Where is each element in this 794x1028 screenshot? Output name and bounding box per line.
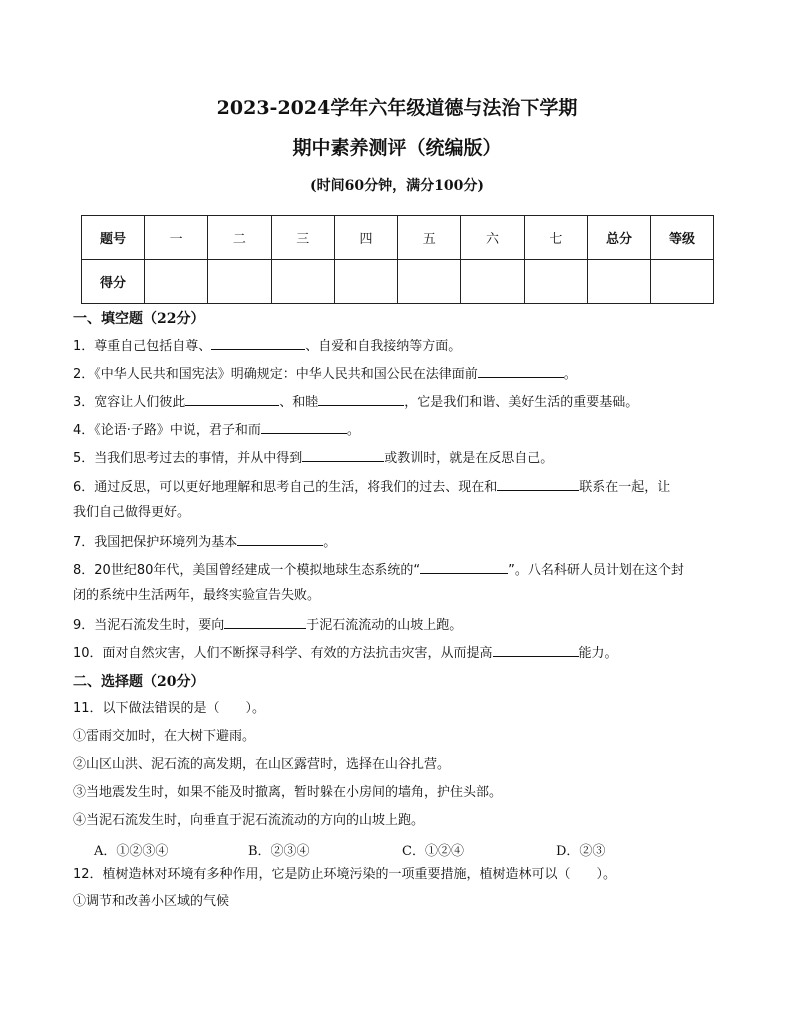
question-2 xyxy=(73,364,723,384)
question-text: 1．尊重自己包括自尊、 xyxy=(73,339,212,354)
question-text: 4．《论语·子路》中说，君子和而 xyxy=(73,423,261,438)
score-table-cell: 六 xyxy=(461,216,524,260)
question-text: 或教训时，就是在反思自己。 xyxy=(384,451,554,466)
question-8 xyxy=(73,560,723,580)
score-table-cell: 总分 xyxy=(588,216,651,260)
question-text: 6．通过反思，可以更好地理解和思考自己的生活，将我们的过去、现在和 xyxy=(73,480,498,495)
question-6 xyxy=(73,477,723,497)
question-11-item: ①雷雨交加时，在大树下避雨。 xyxy=(73,729,256,744)
question-text: 7．我国把保护环境列为基本 xyxy=(73,535,238,550)
question-text: 10．面对自然灾害，人们不断探寻科学、有效的方法抗击灾害，从而提高 xyxy=(73,646,493,661)
score-input-cell[interactable] xyxy=(208,260,271,304)
question-12: 12．植树造林对环境有多种作用，它是防止环境污染的一项重要措施，植树造林可以（ ）。 xyxy=(73,867,617,882)
question-text: 。 xyxy=(563,367,577,382)
question-7 xyxy=(73,532,723,552)
question-text: 。 xyxy=(323,535,337,550)
question-11-item: ④当泥石流发生时，向垂直于泥石流流动的方向的山坡上跑。 xyxy=(73,813,425,828)
answer-blank[interactable] xyxy=(237,532,323,546)
score-input-cell[interactable] xyxy=(651,260,714,304)
score-input-cell[interactable] xyxy=(145,260,208,304)
answer-blank[interactable] xyxy=(261,420,347,434)
exam-subtitle: 期中素养测评（统编版） xyxy=(292,137,502,159)
question-10 xyxy=(73,643,723,663)
question-12-item: ①调节和改善小区域的气候 xyxy=(73,894,230,909)
question-9 xyxy=(73,615,723,635)
question-text: 8．20世纪80年代，美国曾经建成一个模拟地球生态系统的“ xyxy=(73,563,421,578)
score-label-cell: 得分 xyxy=(82,260,145,304)
question-text: 、自爱和自我接纳等方面。 xyxy=(305,339,462,354)
section-heading-fill-blank: 一、填空题（22分） xyxy=(73,311,205,327)
question-3 xyxy=(73,392,723,412)
question-1 xyxy=(73,336,723,356)
question-text: ，它是我们和谐、美好生活的重要基础。 xyxy=(404,395,639,410)
score-table-cell: 一 xyxy=(145,216,208,260)
exam-time-info: (时间60分钟，满分100分) xyxy=(310,178,484,194)
score-table-cell: 七 xyxy=(524,216,587,260)
score-input-cell[interactable] xyxy=(524,260,587,304)
question-4 xyxy=(73,420,723,440)
question-text: 5．当我们思考过去的事情，并从中得到 xyxy=(73,451,303,466)
question-text: 联系在一起，让 xyxy=(579,480,671,495)
answer-blank[interactable] xyxy=(224,615,306,629)
question-text: 能力。 xyxy=(578,646,618,661)
score-input-cell[interactable] xyxy=(588,260,651,304)
question-8-cont: 闭的系统中生活两年，最终实验宣告失败。 xyxy=(73,588,321,603)
question-11-item: ②山区山洪、泥石流的高发期，在山区露营时，选择在山谷扎营。 xyxy=(73,757,451,772)
score-table xyxy=(81,215,714,304)
question-11-options xyxy=(94,840,710,859)
section-heading-multiple-choice: 二、选择题（20分） xyxy=(73,674,205,690)
answer-blank[interactable] xyxy=(185,392,279,406)
answer-blank[interactable] xyxy=(302,448,384,462)
score-table-cell: 二 xyxy=(208,216,271,260)
score-table-cell: 三 xyxy=(271,216,334,260)
answer-blank[interactable] xyxy=(318,392,404,406)
answer-blank[interactable] xyxy=(211,336,305,350)
question-text: ”。八名科研人员计划在这个封 xyxy=(508,563,684,578)
score-table-cell: 五 xyxy=(398,216,461,260)
score-table-cell: 四 xyxy=(334,216,397,260)
score-input-cell[interactable] xyxy=(398,260,461,304)
exam-title: 2023-2024学年六年级道德与法治下学期 xyxy=(216,97,578,119)
question-text: 。 xyxy=(346,423,360,438)
question-text: 3．宽容让人们彼此 xyxy=(73,395,186,410)
question-text: 9．当泥石流发生时，要向 xyxy=(73,618,225,633)
answer-blank[interactable] xyxy=(493,643,579,657)
question-text: 于泥石流流动的山坡上跑。 xyxy=(306,618,463,633)
question-11: 11．以下做法错误的是（ ）。 xyxy=(73,701,266,716)
question-6-cont: 我们自己做得更好。 xyxy=(73,505,191,520)
answer-blank[interactable] xyxy=(497,477,579,491)
score-input-cell[interactable] xyxy=(271,260,334,304)
score-table-score-row xyxy=(82,260,714,304)
choice-option-b[interactable]: B．②③④ xyxy=(248,844,310,859)
score-table-header-row xyxy=(82,216,714,260)
score-input-cell[interactable] xyxy=(461,260,524,304)
choice-option-d[interactable]: D．②③ xyxy=(556,844,606,859)
choice-option-c[interactable]: C．①②④ xyxy=(402,844,464,859)
answer-blank[interactable] xyxy=(478,364,564,378)
question-text: 2．《中华人民共和国宪法》明确规定：中华人民共和国公民在法律面前 xyxy=(73,367,478,382)
question-11-item: ③当地震发生时，如果不能及时撤离，暂时躲在小房间的墙角，护住头部。 xyxy=(73,785,503,800)
question-5 xyxy=(73,448,723,468)
answer-blank[interactable] xyxy=(420,560,508,574)
score-input-cell[interactable] xyxy=(334,260,397,304)
choice-option-a[interactable]: A．①②③④ xyxy=(94,844,169,859)
score-table-cell: 题号 xyxy=(82,216,145,260)
question-text: 、和睦 xyxy=(279,395,319,410)
score-table-cell: 等级 xyxy=(651,216,714,260)
